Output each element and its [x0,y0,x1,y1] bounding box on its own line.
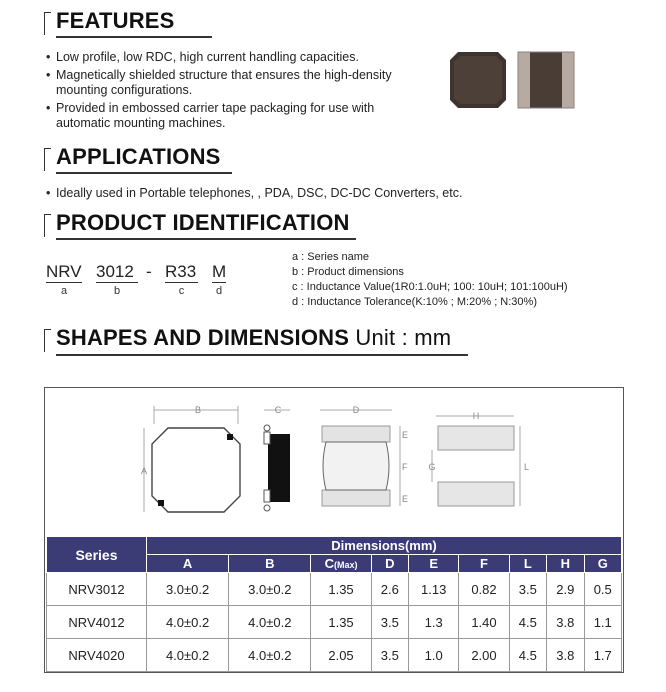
table-cell: 4.0±0.2 [147,639,229,672]
code-underline [212,282,226,283]
table-cell: 2.00 [459,639,509,672]
code-series: NRV [46,262,82,281]
component-photo [448,50,588,110]
applications-list [46,186,546,204]
shapes-title [56,325,451,351]
list-item: • Ideally used in Portable telephones, , PDA, DSC, DC-DC Converters, etc. [46,186,546,201]
code-inductance: R33 [165,262,197,281]
features-list [46,50,426,134]
table-cell: 1.40 [459,606,509,639]
code-label: c [178,285,185,297]
unit-label: Unit : mm [355,325,452,350]
legend-item: c : Inductance Value(1R0:1.0uH; 100: 10uH; 101:100uH) [292,281,568,293]
c-max-note: (Max) [333,560,358,570]
code-legend [292,250,568,310]
table-cell: 1.13 [409,573,459,606]
product-id-heading [44,210,374,238]
table-cell: 1.7 [584,639,622,672]
list-item: • Low profile, low RDC, high current handling capacities. [46,50,426,65]
legend-item: b : Product dimensions [292,266,404,278]
code-dash: - [146,262,152,281]
drawing-label: H [472,411,480,421]
code-label: a [60,285,68,297]
drawing-label: A [140,466,148,476]
code-underline [165,282,198,283]
shapes-title-text: SHAPES AND DIMENSIONS [56,325,350,350]
features-heading [44,8,224,36]
drawing-label: G [428,462,436,472]
table-row [47,573,622,606]
drawing-side-view [264,410,290,511]
table-cell: 3.5 [371,606,408,639]
code-underline [96,282,138,283]
series-header: Series [47,537,147,573]
table-cell: 0.82 [459,573,509,606]
drawing-label: F [402,462,408,472]
features-title: FEATURES [56,8,175,33]
table-cell: 1.35 [311,573,371,606]
inductor-top-view [450,52,506,108]
column-header: B [229,555,311,573]
table-cell: 2.9 [547,573,584,606]
list-item: • Provided in embossed carrier tape packaging for use with automatic mounting machines. [46,101,396,131]
table-cell: 3.0±0.2 [229,573,311,606]
column-header: F [459,555,509,573]
table-cell: NRV4020 [47,639,147,672]
table-cell: 1.3 [409,606,459,639]
drawing-label: E [402,494,409,504]
drawing-land-pattern [432,416,520,506]
list-item: • Magnetically shielded structure that ensures the high-density mounting configurations. [46,68,406,98]
drawing-label: C [274,405,282,415]
code-dimensions: 3012 [96,262,134,281]
applications-title: APPLICATIONS [56,144,221,169]
table-cell: 3.8 [547,606,584,639]
legend-item: a : Series name [292,251,370,263]
code-tolerance: M [212,262,227,281]
code-underline [46,282,82,283]
column-header: H [547,555,584,573]
table-cell: 4.0±0.2 [229,639,311,672]
drawing-bottom-view [320,410,400,506]
table-cell: 1.1 [584,606,622,639]
applications-heading [44,144,244,172]
column-header: E [409,555,459,573]
dimension-drawings [140,404,540,528]
drawing-label: L [524,462,530,472]
column-header: L [509,555,546,573]
dimensions-table [46,536,622,672]
table-cell: 4.5 [509,606,546,639]
table-cell: 4.0±0.2 [147,606,229,639]
table-cell: 4.0±0.2 [229,606,311,639]
table-row [47,639,622,672]
table-cell: 0.5 [584,573,622,606]
table-cell: 1.35 [311,606,371,639]
table-cell: 2.05 [311,639,371,672]
drawing-label: B [194,405,202,415]
product-id-title: PRODUCT IDENTIFICATION [56,210,350,235]
column-header: D [371,555,408,573]
column-header: A [147,555,229,573]
table-cell: NRV3012 [47,573,147,606]
table-cell: 4.5 [509,639,546,672]
table-cell: 2.6 [371,573,408,606]
table-cell: 3.8 [547,639,584,672]
drawing-label: E [402,430,409,440]
column-header [311,555,371,573]
table-cell: NRV4012 [47,606,147,639]
dimensions-header: Dimensions(mm) [147,537,622,555]
shapes-heading [44,325,484,355]
code-label: d [215,285,223,297]
column-header-c: C [324,556,334,571]
column-header: G [584,555,622,573]
table-cell: 1.0 [409,639,459,672]
drawing-label: D [352,405,360,415]
code-label: b [113,285,121,297]
legend-item: d : Inductance Tolerance(K:10% ; M:20% ; N:30%) [292,296,537,308]
drawing-top-view [144,406,240,512]
inductor-side-view [518,52,574,108]
table-row [47,606,622,639]
table-cell: 3.5 [509,573,546,606]
table-cell: 3.0±0.2 [147,573,229,606]
table-cell: 3.5 [371,639,408,672]
